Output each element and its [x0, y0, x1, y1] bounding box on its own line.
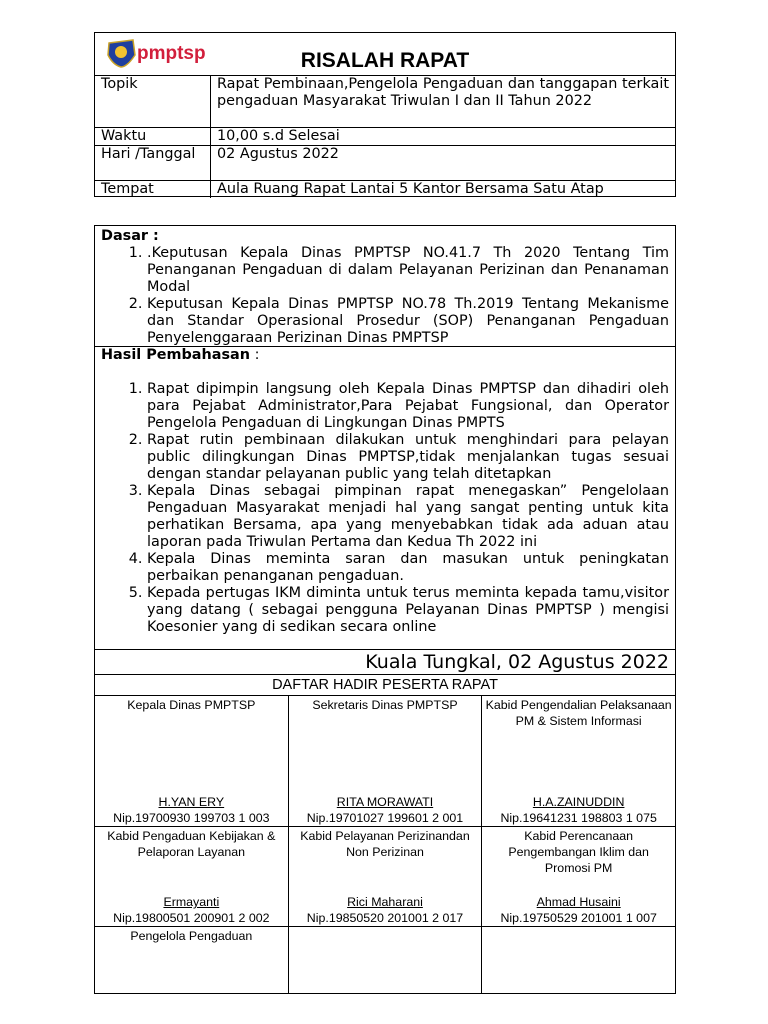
attendee-nip: Nip.19850520 201001 2 017 [306, 911, 464, 925]
attendee-role: Sekretaris Dinas PMPTSP [312, 698, 458, 712]
info-value: 10,00 s.d Selesai [211, 127, 676, 145]
attendee-nip: Nip.19750529 201001 1 007 [500, 911, 657, 925]
attendee-cell [95, 696, 289, 827]
hasil-heading-line [101, 347, 669, 364]
minutes-body [94, 225, 676, 650]
info-row-tempat [95, 180, 675, 198]
hasil-item: 5. Kepada pertugas IKM diminta untuk terus meminta kepada tamu,visitor yang datang ( sebagai pengguna Pelayanan Dinas PMPTSP ) mengisi Koesonier yang di sedikan secara online [147, 585, 669, 636]
attendee-cell [482, 927, 676, 994]
attendance-title: DAFTAR HADIR PESERTA RAPAT [94, 675, 676, 696]
dasar-item: 1. .Keputusan Kepala Dinas PMPTSP NO.41.7 Th 2020 Tentang Tim Penanganan Pengaduan di dalam Pelayanan Perizinan dan Penanaman Modal [147, 245, 669, 296]
hasil-heading: Hasil Pembahasan [101, 347, 250, 363]
attendee-signature [95, 894, 288, 926]
hasil-list [101, 381, 669, 636]
attendance-row [95, 927, 676, 994]
info-row-tanggal [95, 145, 675, 180]
attendee-role: Kabid Pelayanan Perizinandan Non Perizinan [300, 829, 470, 859]
dasar-list [101, 245, 669, 347]
attendee-name: Ermayanti [163, 895, 220, 909]
attendee-signature [95, 794, 288, 826]
attendee-cell [288, 927, 482, 994]
meeting-info-table [95, 76, 675, 198]
document-title: RISALAH RAPAT [300, 49, 470, 72]
attendee-nip: Nip.19700930 199703 1 003 [113, 811, 270, 825]
attendee-cell [482, 827, 676, 927]
info-label: Hari /Tanggal [95, 145, 211, 180]
attendee-role: Kabid Pengendalian Pelaksanaan PM & Sistem Informasi [485, 698, 672, 728]
attendee-signature [482, 794, 675, 826]
attendee-signature [482, 894, 675, 926]
title-row [95, 33, 675, 76]
hasil-item: 4. Kepala Dinas meminta saran dan masukan untuk peningkatan perbaikan penanganan pengaduan. [147, 551, 669, 585]
attendance-row [95, 696, 676, 827]
attendance-table [94, 696, 676, 994]
attendee-role: Kabid Pengaduan Kebijakan & Pelaporan Layanan [107, 829, 276, 859]
attendee-cell [95, 927, 289, 994]
info-label: Waktu [95, 127, 211, 145]
header-section [94, 32, 676, 197]
hasil-item: 3. Kepala Dinas sebagai pimpinan rapat menegaskan” Pengelolaan Pengaduan Masyarakat menjadi hal yang sangat penting untuk kita perhatikan Bersama, apa yang menyebabkan tidak ada aduan atau laporan pada Triwulan Pertama dan Kedua Th 2022 ini [147, 483, 669, 551]
dasar-heading: Dasar : [101, 228, 159, 244]
info-label: Tempat [95, 180, 211, 198]
attendee-nip: Nip.19701027 199601 2 001 [306, 811, 464, 825]
dasar-section [95, 226, 675, 347]
attendee-nip: Nip.19800501 200901 2 002 [113, 911, 270, 925]
dasar-item: 2. Keputusan Kepala Dinas PMPTSP NO.78 Th.2019 Tentang Mekanisme dan Standar Operasional Prosedur (SOP) Penanganan Pengaduan Penyelenggaraan Perizinan Dinas PMPTSP [147, 296, 669, 347]
attendee-role: Pengelola Pengaduan [130, 929, 253, 943]
attendee-name: H.A.ZAINUDDIN [532, 795, 625, 809]
attendee-name: Ahmad Husaini [536, 895, 621, 909]
info-value: Aula Ruang Rapat Lantai 5 Kantor Bersama Satu Atap [211, 180, 676, 198]
attendee-role: Kepala Dinas PMPTSP [127, 698, 256, 712]
attendee-cell [95, 827, 289, 927]
hasil-section [95, 347, 675, 636]
attendee-signature [289, 894, 482, 926]
info-row-topik [95, 76, 675, 127]
info-value: Rapat Pembinaan,Pengelola Pengaduan dan tanggapan terkait pengaduan Masyarakat Triwulan I dan II Tahun 2022 [217, 76, 669, 109]
hasil-item: 1. Rapat dipimpin langsung oleh Kepala Dinas PMPTSP dan dihadiri oleh para Pejabat Administrator,Para Pejabat Fungsional, dan Operator Pengelola Pengaduan di Lingkungan Dinas PMPTS [147, 381, 669, 432]
logo-text: pmptsp [137, 43, 206, 64]
attendee-name: Rici Maharani [347, 895, 423, 909]
attendee-cell [288, 696, 482, 827]
attendee-role [291, 927, 480, 928]
attendee-name: H.YAN ERY [158, 795, 225, 809]
attendee-cell [482, 696, 676, 827]
place-date: Kuala Tungkal, 02 Agustus 2022 [94, 650, 676, 675]
attendee-name: RITA MORAWATI [336, 795, 434, 809]
attendance-row [95, 827, 676, 927]
attendee-nip: Nip.19641231 198803 1 075 [500, 811, 657, 825]
info-value: 02 Agustus 2022 [211, 145, 676, 180]
attendee-cell [288, 827, 482, 927]
attendee-role [484, 927, 673, 928]
attendee-role: Kabid Perencanaan Pengembangan Iklim dan Promosi PM [508, 829, 649, 875]
info-label: Topik [95, 76, 211, 127]
hasil-heading-suffix: : [250, 347, 260, 363]
hasil-item: 2. Rapat rutin pembinaan dilakukan untuk menghindari para pelayan public dilingkungan Dinas PMPTSP,tidak menjalankan tugas sesuai dengan standar pelayanan public yang telah ditetapkan [147, 432, 669, 483]
attendee-signature [289, 794, 482, 826]
info-row-waktu [95, 127, 675, 145]
